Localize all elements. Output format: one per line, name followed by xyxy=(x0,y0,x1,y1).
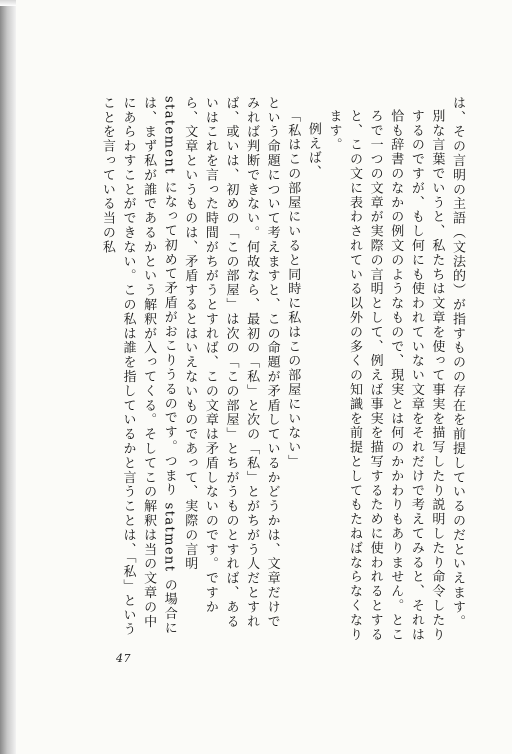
quoted-proposition: 「私はこの部屋にいると同時に私はこの部屋にいない」 xyxy=(285,109,301,469)
paragraph-example-intro: 例えば、 xyxy=(305,122,321,180)
paragraph-contradiction: という命題について考えますと、この命題が矛盾しているかどうかは、文章だけでみれば判断できない。何故なら、最初の「私」と次の「私」とがちがう人だとすれば、或いは、初めの「この部屋」は次の「この部屋」とちがうものとすれば、あるいはこれを言った時間がちがうとすれば、この文章は矛盾しないのです。ですから、文章というものは、矛盾するとはいえないものであって、実際の言明 statement になって初めて矛盾がおこりうるのです。つまり statment の場合には、まず私が誰であるかという解釈が入ってくる。そしてこの解釈は当の文章の中にあらわすことができない。この私は誰を指しているかと言うことは、「私」ということを言っている当の私 xyxy=(99,96,280,637)
paragraph-continuation: は、その言明の主語（文法的）が指すものの存在を前提しているのだといえます。 xyxy=(450,96,465,629)
book-page xyxy=(16,0,512,754)
page-gutter-shadow xyxy=(0,0,16,754)
paragraph-text-usage: 別な言葉でいうと、私たちは文章を使って事実を描写したり説明したり命令したりするのですが、もし何にも使われていない文章をそれだけで考えてみると、それは恰も辞書のなかの例文のようなもので、現実とは何のかかわりもありません。ところで一つの文章が実際の言明として、例えば事実を描写するために使われるとすると、この文に表わされている以外の多くの知識を前提としてもたねばならなくなります。 xyxy=(326,109,445,642)
page-number: 47 xyxy=(116,652,131,665)
vertical-text-body xyxy=(94,96,467,642)
